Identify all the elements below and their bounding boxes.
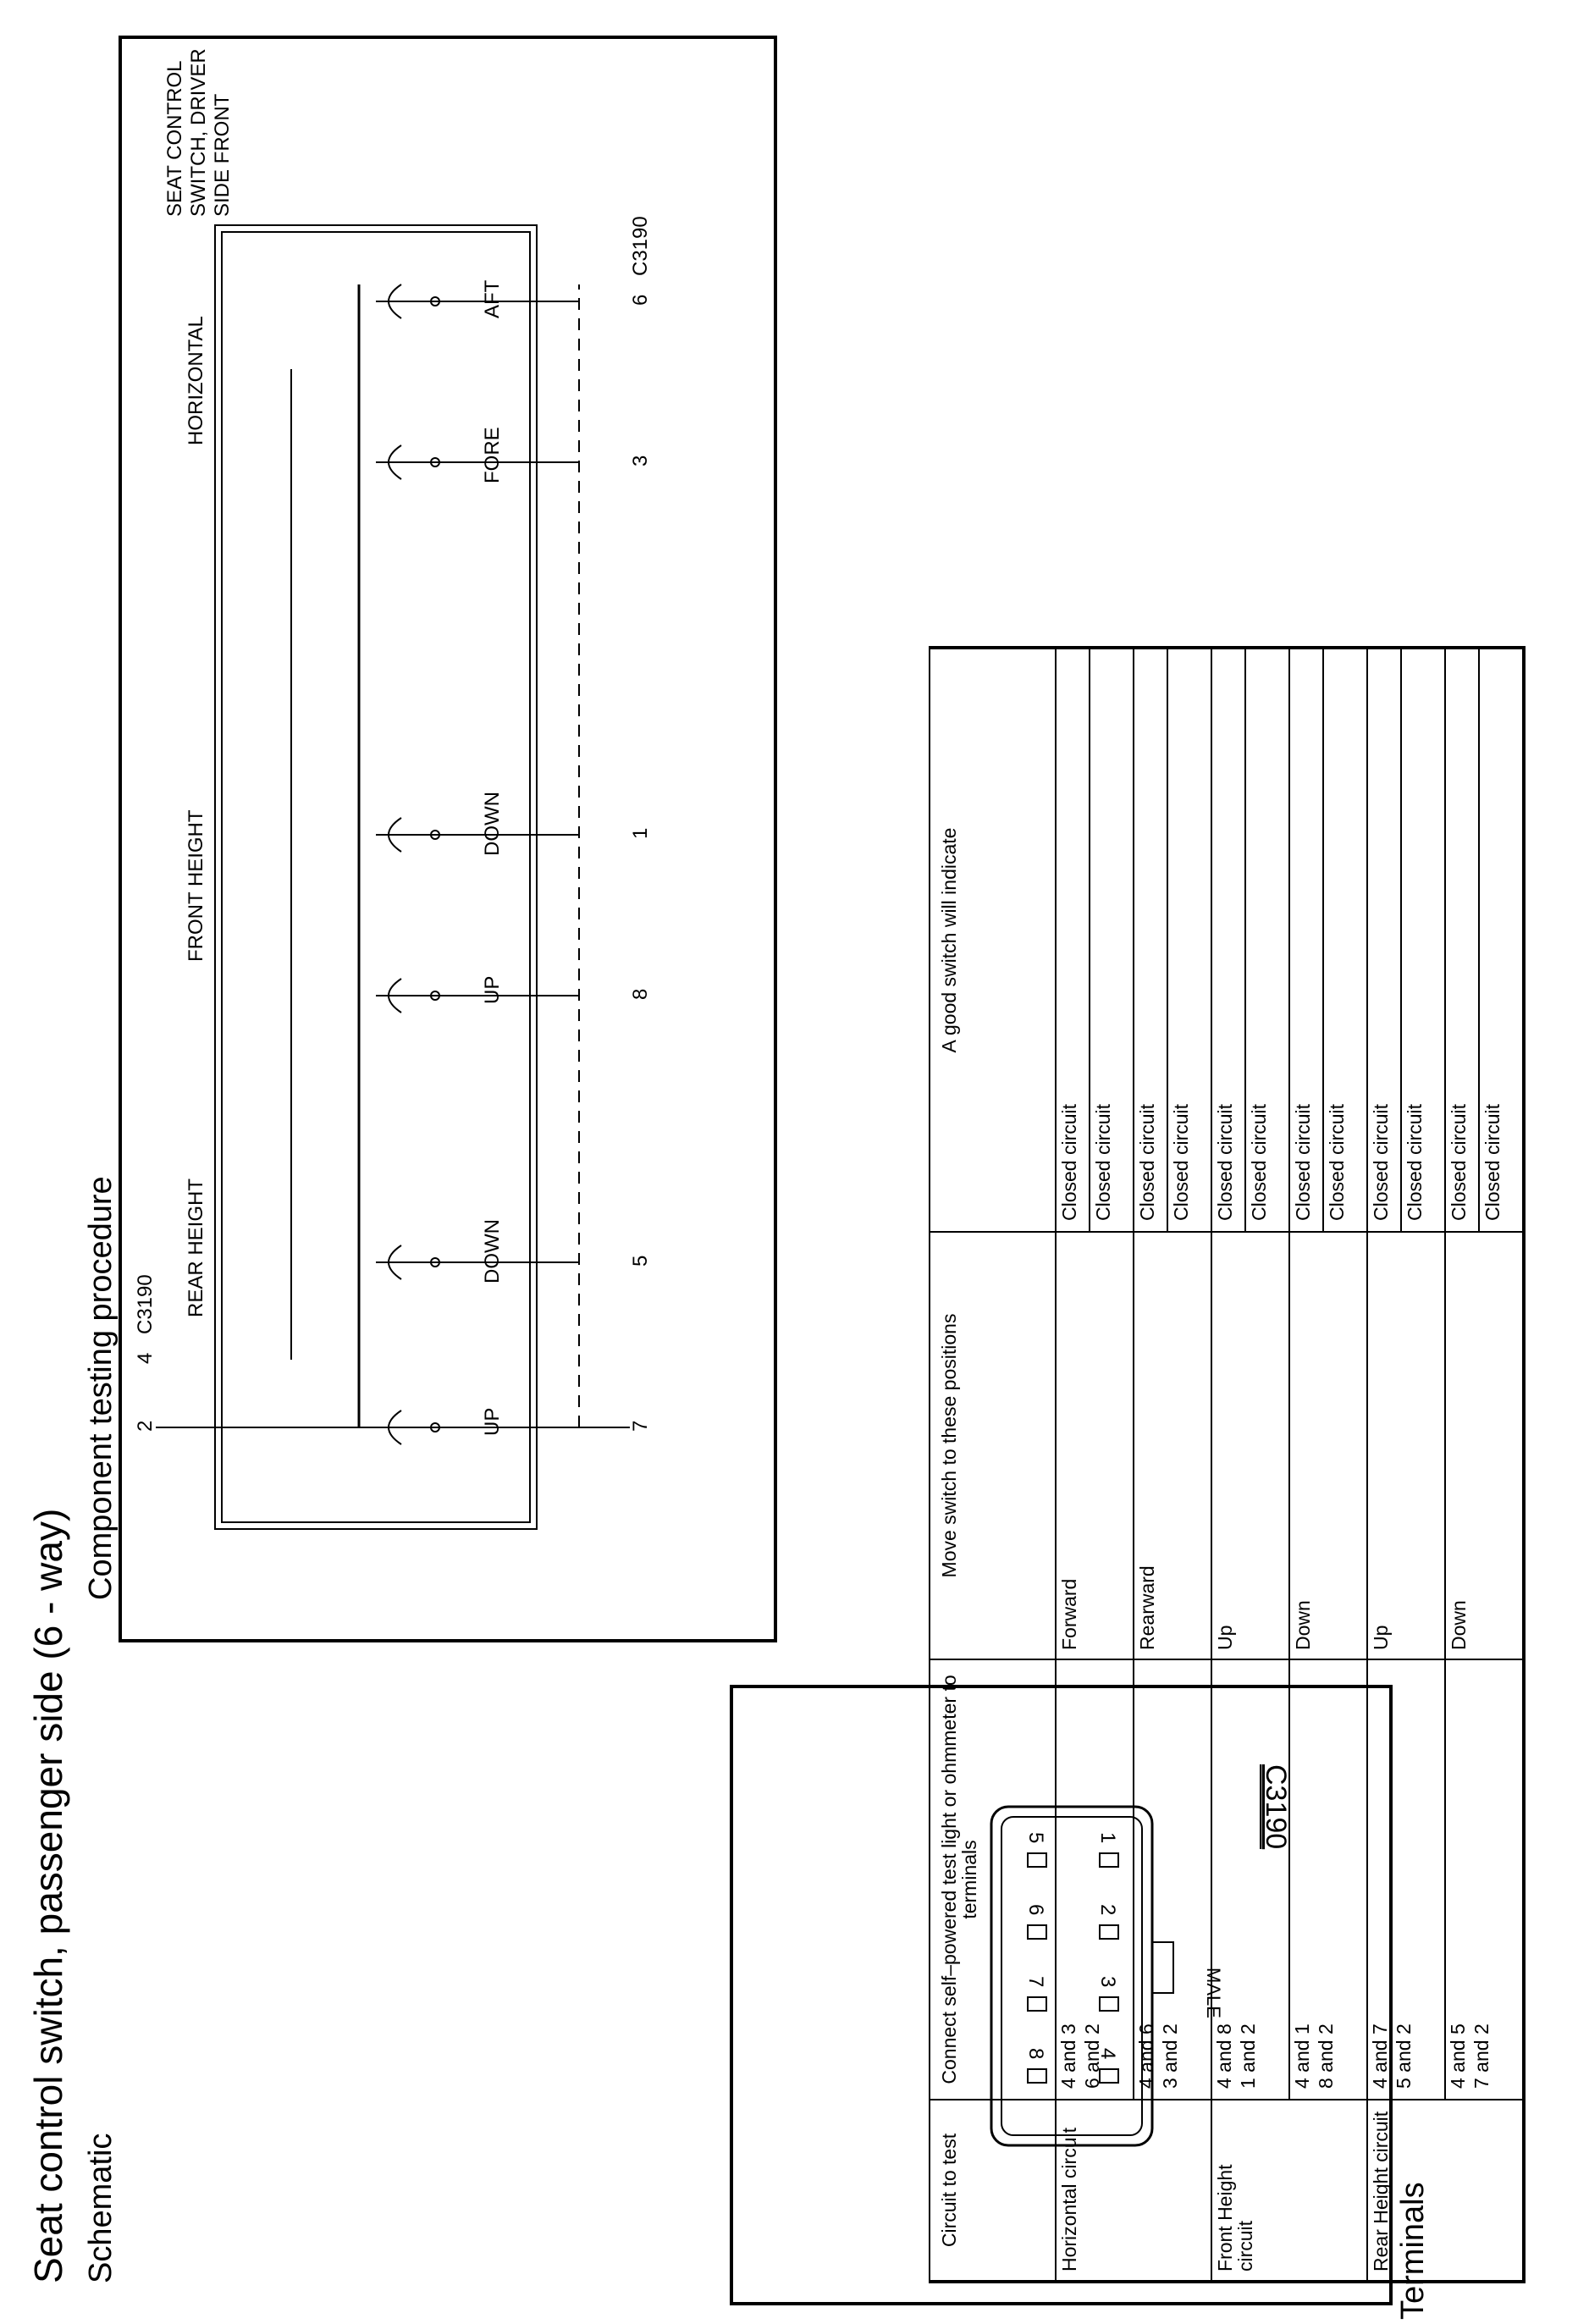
position-cell: Forward bbox=[1056, 1232, 1134, 1659]
switch-label-front-down: DOWN bbox=[481, 792, 504, 856]
section-label-front: FRONT HEIGHT bbox=[185, 809, 207, 962]
terminals-cell: 4 and 6 3 and 2 bbox=[1134, 1659, 1211, 2100]
section-label-rear: REAR HEIGHT bbox=[185, 1178, 207, 1317]
top-pin-2: 2 bbox=[134, 1420, 157, 1432]
procedure-table bbox=[929, 646, 1526, 2283]
result-cell: Closed circuit Closed circuit bbox=[1445, 648, 1524, 1232]
terminals-cell: 4 and 3 6 and 2 bbox=[1056, 1659, 1134, 2100]
pin-6: 6 bbox=[1024, 1904, 1047, 1916]
result-cell: Closed circuit Closed circuit bbox=[1134, 648, 1211, 1232]
switch-label-front-up: UP bbox=[481, 975, 504, 1004]
connector-name: C3190 bbox=[1260, 1764, 1292, 1850]
table-row bbox=[1367, 648, 1445, 2282]
column-header-circuit: Circuit to test bbox=[930, 2100, 1056, 2282]
pin-4: 4 bbox=[1096, 2048, 1119, 2060]
result-cell: Closed circuit Closed circuit bbox=[1211, 648, 1289, 1232]
column-header-terminals: Connect self–powered test light or ohmmeter to terminals bbox=[930, 1659, 1056, 2100]
switch-label-rear-up: UP bbox=[481, 1407, 504, 1436]
table-row bbox=[1445, 648, 1524, 2282]
bottom-pin-6: 6 bbox=[629, 294, 652, 306]
table-row bbox=[1211, 648, 1289, 2282]
page-title: Seat control switch, passenger side (6 - way) bbox=[26, 1508, 70, 2283]
connector-label-bottom: C3190 bbox=[629, 216, 652, 276]
component-label-line-1: SEAT CONTROL bbox=[163, 60, 186, 217]
procedure-heading: Component testing procedure bbox=[83, 1176, 119, 1600]
switch-label-rear-down: DOWN bbox=[481, 1219, 504, 1283]
pin-5: 5 bbox=[1024, 1832, 1047, 1844]
position-cell: Down bbox=[1445, 1232, 1524, 1659]
pin-8: 8 bbox=[1024, 2048, 1047, 2060]
bottom-pin-7: 7 bbox=[629, 1420, 652, 1432]
circuit-cell: Horizontal circuit bbox=[1056, 2100, 1211, 2282]
pin-2: 2 bbox=[1096, 1904, 1119, 1916]
circuit-cell: Front Height circuit bbox=[1211, 2100, 1367, 2282]
schematic-heading: Schematic bbox=[83, 2133, 119, 2283]
result-cell: Closed circuit Closed circuit bbox=[1367, 648, 1445, 1232]
bottom-pin-8: 8 bbox=[629, 988, 652, 1000]
terminals-cell: 4 and 1 8 and 2 bbox=[1289, 1659, 1367, 2100]
switch-label-fore: FORE bbox=[481, 427, 504, 483]
switch-label-aft: AFT bbox=[481, 279, 504, 318]
table-header-row bbox=[930, 648, 1056, 2282]
position-cell: Up bbox=[1211, 1232, 1289, 1659]
table-row bbox=[1289, 648, 1367, 2282]
result-cell: Closed circuit Closed circuit bbox=[1056, 648, 1134, 1232]
top-pin-4: 4 bbox=[134, 1352, 157, 1364]
bottom-pin-5: 5 bbox=[629, 1255, 652, 1267]
connector-label-top: C3190 bbox=[134, 1274, 157, 1334]
position-cell: Up bbox=[1367, 1232, 1445, 1659]
pin-3: 3 bbox=[1096, 1976, 1119, 1988]
component-label-line-2: SWITCH, DRIVER bbox=[187, 48, 210, 217]
table-row bbox=[1056, 648, 1134, 2282]
pin-1: 1 bbox=[1096, 1832, 1119, 1844]
bottom-pin-3: 3 bbox=[629, 455, 652, 466]
component-label-line-3: SIDE FRONT bbox=[211, 93, 234, 217]
terminals-cell: 4 and 5 7 and 2 bbox=[1445, 1659, 1524, 2100]
result-cell: Closed circuit Closed circuit bbox=[1289, 648, 1367, 1232]
bottom-pin-1: 1 bbox=[629, 827, 652, 839]
terminals-cell: 4 and 7 5 and 2 bbox=[1367, 1659, 1445, 2100]
position-cell: Down bbox=[1289, 1232, 1367, 1659]
gender-label: MALE bbox=[1203, 1968, 1224, 2018]
section-label-horizontal: HORIZONTAL bbox=[185, 316, 207, 445]
column-header-result: A good switch will indicate bbox=[930, 648, 1056, 1232]
position-cell: Rearward bbox=[1134, 1232, 1211, 1659]
pin-7: 7 bbox=[1024, 1976, 1047, 1988]
table-row bbox=[1134, 648, 1211, 2282]
circuit-cell: Rear Height circuit bbox=[1367, 2100, 1524, 2282]
terminals-heading: Terminals bbox=[1395, 2182, 1431, 2320]
column-header-position: Move switch to these positions bbox=[930, 1232, 1056, 1659]
terminals-cell: 4 and 8 1 and 2 bbox=[1211, 1659, 1289, 2100]
